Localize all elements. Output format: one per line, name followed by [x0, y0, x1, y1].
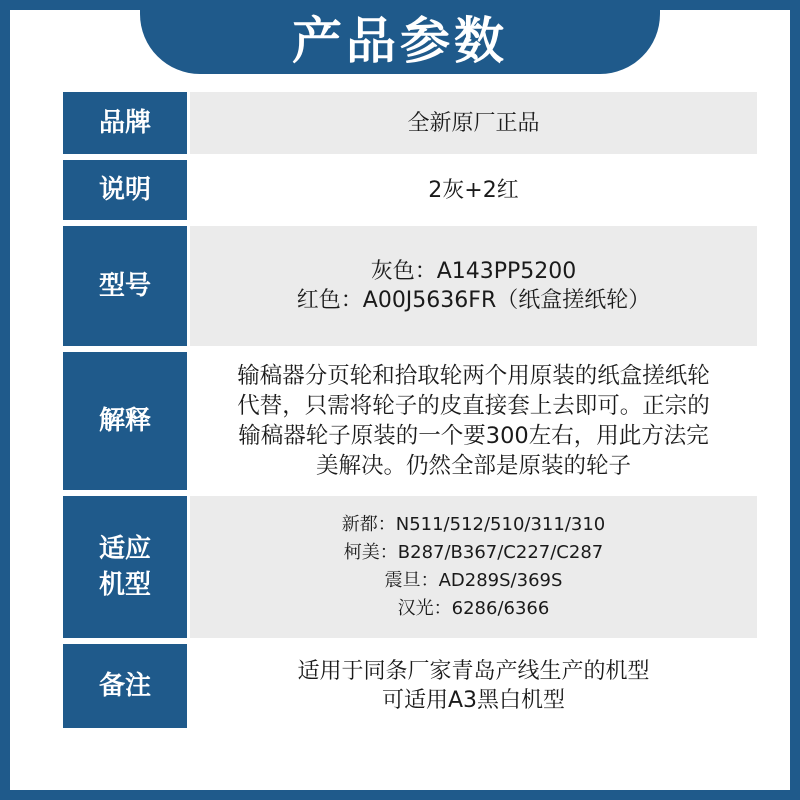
label-explanation: 解释 [63, 352, 187, 490]
value-line: 输稿器分页轮和拾取轮两个用原装的纸盒搓纸轮 [237, 363, 710, 389]
value-line: 输稿器轮子原装的一个要300左右，用此方法完 [238, 423, 709, 449]
label-description: 说明 [63, 160, 187, 220]
label-remarks: 备注 [63, 644, 187, 728]
row-brand [63, 92, 757, 154]
value-description [190, 160, 757, 220]
value-line: 柯美：B287/B367/C227/C287 [343, 542, 604, 563]
row-model [63, 226, 757, 346]
value-brand [190, 92, 757, 154]
value-compatible-models [190, 496, 757, 638]
value-explanation [190, 352, 757, 490]
value-line: 美解决。仍然全部是原装的轮子 [315, 453, 631, 479]
value-line: 可适用A3黑白机型 [381, 688, 566, 713]
page-title: 产品参数 [292, 12, 508, 70]
row-remarks [63, 644, 757, 728]
value-line: 汉光：6286/6366 [397, 598, 550, 619]
value-line: 红色：A00J5636FR（纸盒搓纸轮） [296, 288, 651, 313]
value-line: 震旦：AD289S/369S [384, 570, 563, 591]
value-line: 代替，只需将轮子的皮直接套上去即可。正宗的 [237, 393, 710, 419]
title-banner [140, 0, 660, 74]
value-line: 新都：N511/512/510/311/310 [341, 514, 606, 535]
label-compatible-models [63, 496, 187, 638]
value-remarks [190, 644, 757, 728]
row-description [63, 160, 757, 220]
value-line: 2灰+2红 [428, 177, 519, 203]
label-line: 适应 [98, 534, 151, 564]
label-brand: 品牌 [63, 92, 187, 154]
label-line: 机型 [98, 570, 151, 600]
value-model [190, 226, 757, 346]
value-line: 灰色：A143PP5200 [370, 259, 577, 284]
value-line: 全新原厂正品 [407, 110, 540, 136]
row-explanation [63, 352, 757, 490]
row-compatible-models [63, 496, 757, 638]
value-line: 适用于同条厂家青岛产线生产的机型 [297, 659, 650, 684]
label-model: 型号 [63, 226, 187, 346]
spec-table [63, 92, 757, 734]
